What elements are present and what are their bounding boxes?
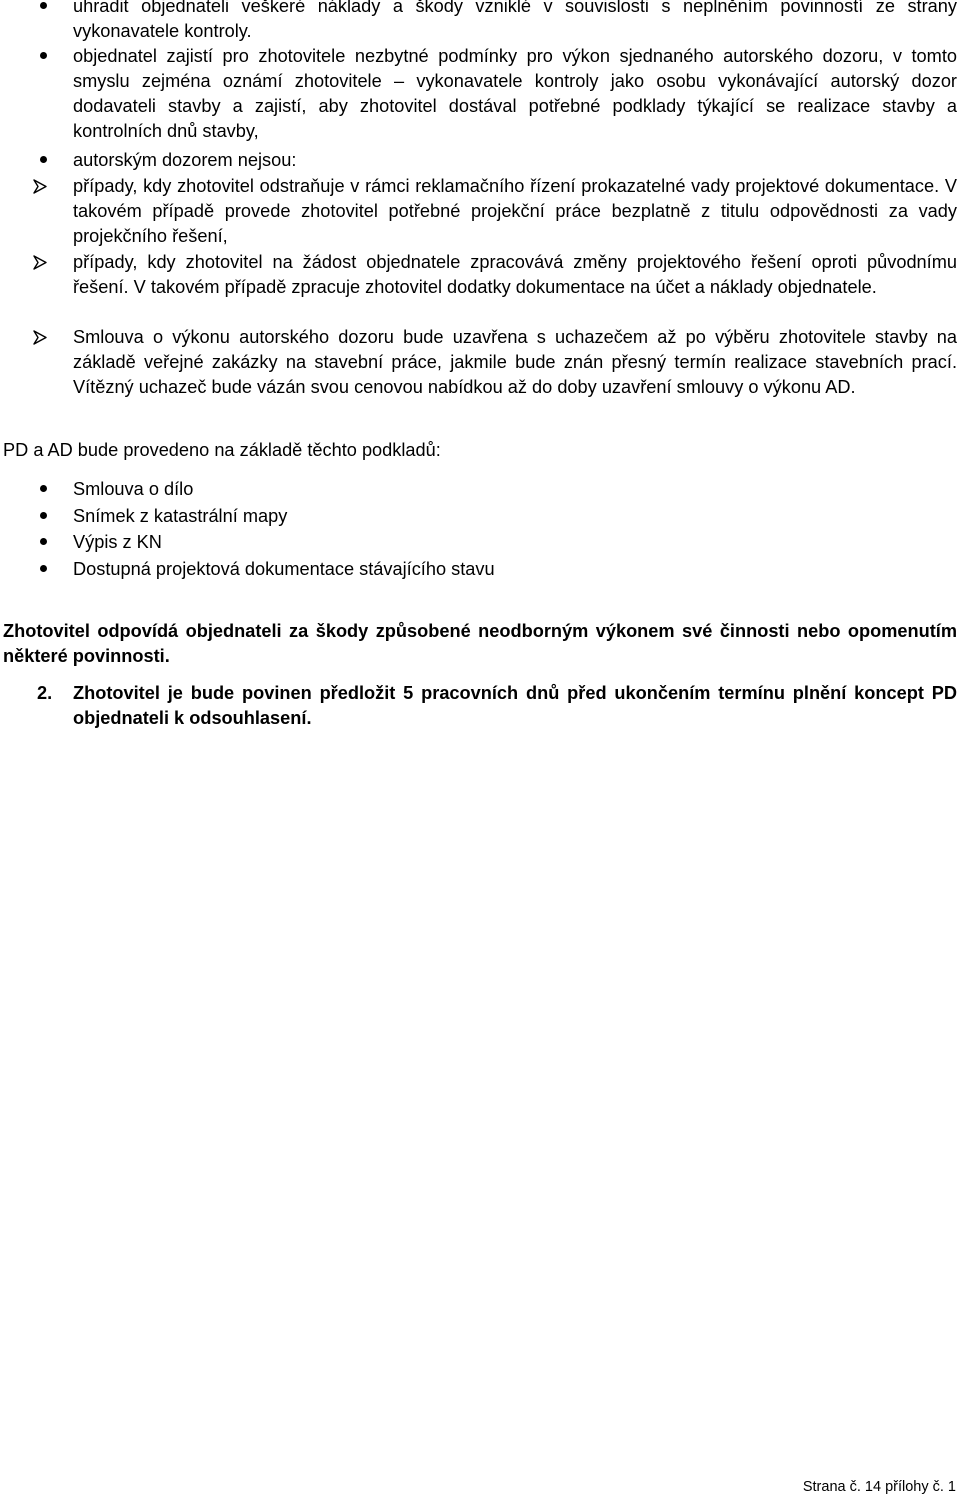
- bullet-icon: [33, 504, 53, 529]
- list-item: [73, 148, 957, 173]
- clause-text: Zhotovitel je bude povinen předložit 5 pracovních dnů před ukončením termínu plnění koncept PD objednateli k odsouhlasení.: [73, 683, 957, 728]
- list-item-text: Dostupná projektová dokumentace stávajícího stavu: [73, 559, 495, 579]
- list-item-text: autorským dozorem nejsou:: [73, 150, 297, 170]
- clause-number: 2.: [37, 683, 53, 703]
- list-item: [73, 504, 957, 529]
- bullet-icon: [33, 148, 53, 173]
- list-item-text: případy, kdy zhotovitel odstraňuje v rámci reklamačního řízení prokazatelné vady projektové dokumentace. V takovém případě provede zhotovitel potřebné projekční práce bezplatně z titulu odpovědnosti za vady projekčního řešení,: [73, 176, 957, 246]
- page-footer: Strana č. 14 přílohy č. 1: [802, 1479, 956, 1495]
- list-item: [73, 557, 957, 582]
- list-item: [73, 174, 957, 249]
- list-item: [73, 477, 957, 502]
- arrow-bullet-icon: [33, 250, 53, 270]
- list-item-text: Výpis z KN: [73, 532, 162, 552]
- list-item-text: uhradit objednateli veškeré náklady a škody vzniklé v souvislosti s neplněním povinností ze strany vykonavatele kontroly.: [73, 0, 957, 41]
- arrow-bullet-icon: [33, 325, 53, 345]
- list-item-text: Smlouva o dílo: [73, 479, 194, 499]
- bullet-icon: [33, 530, 53, 555]
- list-item-text: případy, kdy zhotovitel na žádost objednatele zpracovává změny projektového řešení oproti původnímu řešení. V takovém případě zpracuje zhotovitel dodatky dokumentace na účet a náklady objednatele.: [73, 252, 957, 297]
- list-item: [73, 325, 957, 400]
- bullet-icon: [33, 477, 53, 502]
- arrow-bullet-icon: [33, 174, 53, 194]
- basis-intro: PD a AD bude provedeno na základě těchto podkladů:: [3, 440, 441, 460]
- bullet-icon: [33, 0, 53, 19]
- list-item-text: Snímek z katastrální mapy: [73, 506, 288, 526]
- bullet-icon: [33, 557, 53, 582]
- list-item-text: Smlouva o výkonu autorského dozoru bude uzavřena s uchazečem až po výběru zhotovitele stavby na základě veřejné zakázky na stavební práce, jakmile bude znán přesný termín realizace stavebních prací. Vítězný uchazeč bude vázán svou cenovou nabídkou až do doby uzavření smlouvy o výkonu AD.: [73, 327, 957, 397]
- numbered-clause: [37, 681, 957, 731]
- bullet-icon: [33, 44, 53, 69]
- list-item: [73, 530, 957, 555]
- list-item: [73, 250, 957, 300]
- list-item-text: objednatel zajistí pro zhotovitele nezbytné podmínky pro výkon sjednaného autorského dozoru, v tomto smyslu zejména oznámí zhotovitele – vykonavatele kontroly jako osobu vykonávající autorský dozor dodavateli stavby a zajistí, aby zhotovitel dostával potřebné podklady týkající se realizace stavby a kontrolních dnů stavby,: [73, 46, 957, 141]
- list-item: [73, 0, 957, 44]
- list-item: [73, 44, 957, 144]
- liability-paragraph: Zhotovitel odpovídá objednateli za škody způsobené neodborným výkonem své činnosti nebo opomenutím některé povinnosti.: [3, 621, 957, 666]
